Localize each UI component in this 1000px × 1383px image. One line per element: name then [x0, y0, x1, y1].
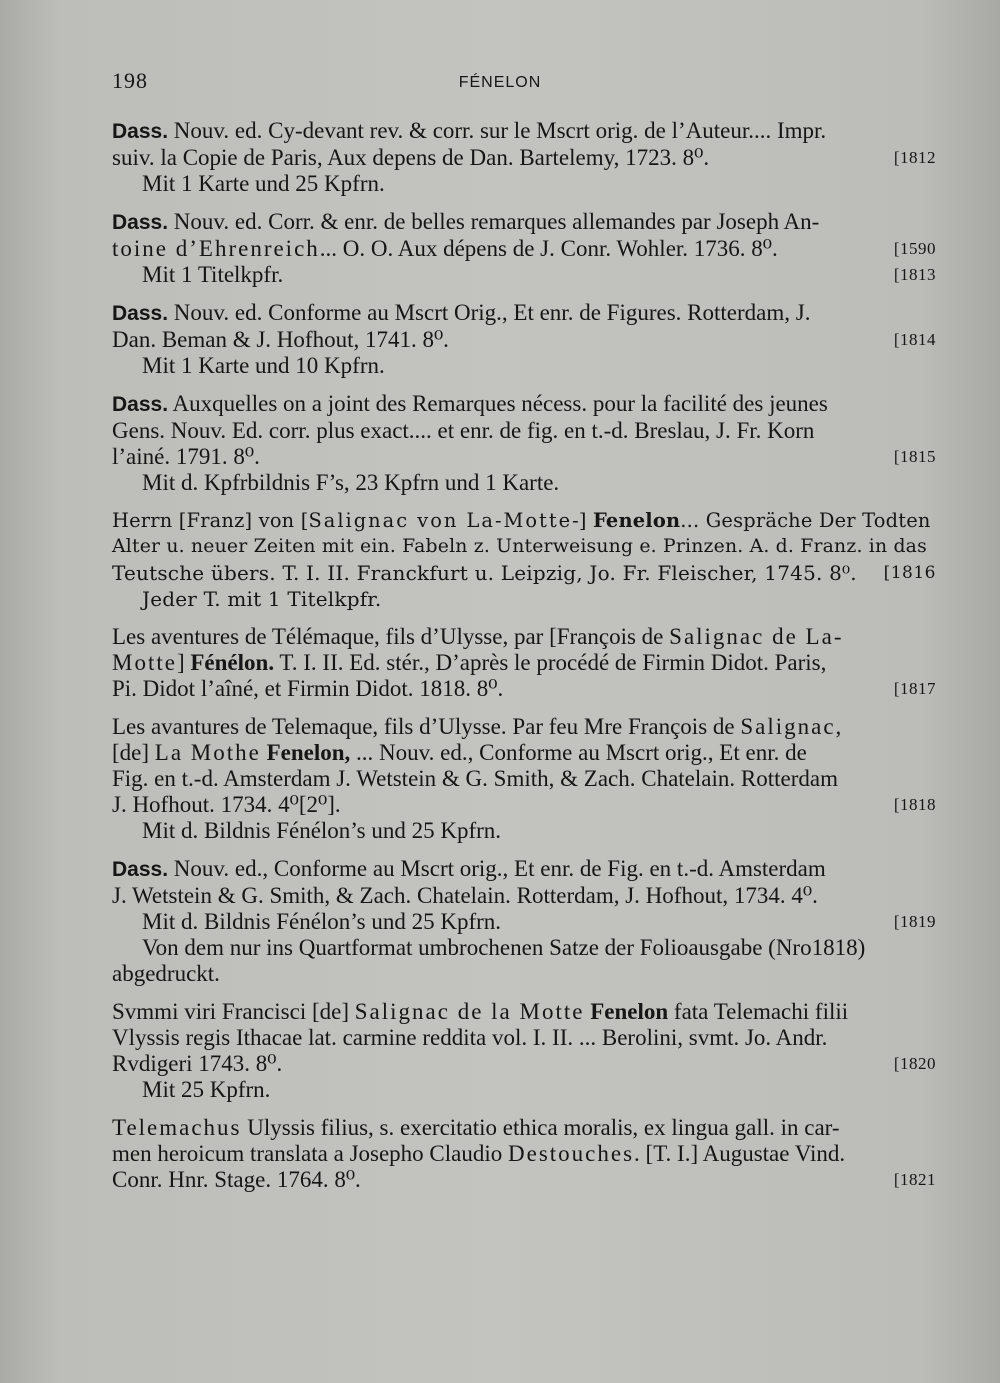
- entry-lead: Dass.: [112, 302, 169, 325]
- entry-text: Mit d. Bildnis Fénélon’s und 25 Kpfrn.: [142, 909, 502, 934]
- entry-text: Von dem nur ins Quartformat umbrochenen Satze der Folioausgabe (Nro1818): [142, 935, 866, 960]
- bibliography-entry: [112, 300, 936, 379]
- entry-author-bold: Fenelon,: [266, 740, 351, 765]
- bibliography-entry: [112, 714, 936, 844]
- entry-spaced-text: Salignac,: [740, 714, 844, 739]
- running-head: FÉNELON: [458, 74, 542, 91]
- entry-line: [112, 171, 936, 197]
- entry-text: Mit 25 Kpfrn.: [142, 1077, 271, 1102]
- entry-line: [112, 883, 936, 909]
- entry-text: Vlyssis regis Ithacae lat. carmine reddita vol. I. II. ... Berolini, svmt. Jo. Andr.: [112, 1025, 828, 1050]
- entry-text: Conr. Hnr. Stage. 1764. 8⁰.: [112, 1167, 361, 1192]
- entry-text: abgedruckt.: [112, 961, 220, 986]
- entry-spaced-text: Salignac de La-: [669, 624, 844, 649]
- entry-text: Jeder T. mit 1 Titelkpfr.: [142, 587, 382, 611]
- entry-line: [112, 327, 936, 353]
- entry-line: [112, 856, 936, 883]
- entry-line: [112, 444, 936, 470]
- entry-line: [112, 262, 936, 288]
- catalog-number: [1813: [893, 265, 936, 284]
- catalog-number: [1590: [893, 239, 936, 258]
- catalog-number: [1812: [893, 148, 936, 167]
- entry-text: -]: [572, 509, 593, 532]
- entry-text: fata Telemachi filii: [668, 999, 849, 1024]
- bibliography-entry: [112, 999, 936, 1103]
- bibliography-entry: [112, 1115, 936, 1193]
- entry-text: J. Wetstein & G. Smith, & Zach. Chatelain. Rotterdam, J. Hofhout, 1734. 4⁰.: [112, 883, 818, 908]
- entry-line: [112, 586, 936, 612]
- entry-text: Les avantures de Telemaque, fils d’Ulysse. Par feu Mre François de: [112, 714, 741, 739]
- bibliography-entry: [112, 391, 936, 496]
- entry-text: Mit 1 Titelkpfr.: [142, 262, 284, 287]
- entry-line: [112, 792, 936, 818]
- bibliography-entry: [112, 624, 936, 702]
- entry-text: Herrn [Franz] von [: [112, 509, 309, 532]
- entry-text: ... Gespräche Der Todten: [680, 509, 931, 532]
- bibliography-entry: [112, 209, 936, 288]
- entry-line: [112, 1167, 936, 1193]
- entry-line: [112, 209, 936, 236]
- entry-spaced-text: Salignac de la Motte: [354, 999, 585, 1024]
- entry-text: Svmmi viri Francisci [de]: [112, 999, 355, 1024]
- catalog-number: [1821: [893, 1170, 936, 1189]
- entry-text: Mit 1 Karte und 25 Kpfrn.: [142, 171, 385, 196]
- entry-text: Nouv. ed., Conforme au Mscrt orig., Et enr. de Fig. en t.-d. Amsterdam: [168, 856, 826, 881]
- catalog-number: [1816: [883, 563, 936, 583]
- entry-line: [112, 534, 936, 560]
- entry-line: [112, 391, 936, 418]
- entry-line: [112, 766, 936, 792]
- entry-text: ... Nouv. ed., Conforme au Mscrt orig., Et enr. de: [350, 740, 807, 765]
- entry-line: [112, 624, 936, 650]
- entry-line: [112, 1051, 936, 1077]
- entry-text: Nouv. ed. Conforme au Mscrt Orig., Et enr. de Figures. Rotterdam, J.: [168, 300, 811, 325]
- catalog-number: [1818: [893, 795, 936, 814]
- entry-text: T. I. II. Ed. stér., D’après le procédé de Firmin Didot. Paris,: [274, 650, 827, 675]
- entry-line: [112, 300, 936, 327]
- entry-line: [112, 909, 936, 935]
- entry-lead: Dass.: [112, 120, 169, 143]
- entry-line: [112, 353, 936, 379]
- entry-line: [112, 1115, 936, 1141]
- bibliography-entry: [112, 118, 936, 197]
- entry-text: Alter u. neuer Zeiten mit ein. Fabeln z. Unterweisung e. Prinzen. A. d. Franz. in das: [112, 536, 927, 557]
- entry-line: [112, 676, 936, 702]
- entry-text: Nouv. ed. Corr. & enr. de belles remarques allemandes par Joseph An-: [168, 209, 820, 234]
- page-number: 198: [112, 68, 148, 93]
- catalog-number: [1819: [893, 912, 936, 931]
- entry-line: [112, 650, 936, 676]
- entry-text: Mit 1 Karte und 10 Kpfrn.: [142, 353, 385, 378]
- entry-text: Gens. Nouv. Ed. corr. plus exact.... et enr. de fig. en t.-d. Breslau, J. Fr. Korn: [112, 418, 815, 443]
- entry-line: [112, 999, 936, 1025]
- entry-text: Fig. en t.-d. Amsterdam J. Wetstein & G. Smith, & Zach. Chatelain. Rotterdam: [112, 766, 838, 791]
- page-header: [0, 68, 1000, 98]
- entry-spaced-text: toine d’Ehrenreich: [112, 236, 320, 261]
- entry-line: [112, 418, 936, 444]
- entry-text: ]: [176, 650, 191, 675]
- entry-author-bold: Fenelon: [593, 509, 681, 532]
- entry-spaced-text: Telemachus: [112, 1115, 242, 1140]
- entry-line: [112, 236, 936, 262]
- entry-text: Teutsche übers. T. I. II. Franckfurt u. Leipzig, Jo. Fr. Fleischer, 1745. 8⁰.: [112, 561, 857, 585]
- entry-text: [de]: [112, 740, 155, 765]
- bibliography-entry: [112, 856, 936, 987]
- entry-line: [112, 118, 936, 145]
- entry-text: J. Hofhout. 1734. 4⁰[2⁰].: [112, 792, 341, 817]
- entry-text: Mit d. Kpfrbildnis F’s, 23 Kpfrn und 1 Karte.: [142, 470, 560, 495]
- entry-text: Mit d. Bildnis Fénélon’s und 25 Kpfrn.: [142, 818, 502, 843]
- bibliography-entry: [112, 508, 936, 612]
- entry-spaced-text: Motte: [112, 650, 177, 675]
- entry-lead: Dass.: [112, 393, 169, 416]
- entry-line: [112, 470, 936, 496]
- entry-spaced-text: La Mothe: [154, 740, 261, 765]
- entry-text: Dan. Beman & J. Hofhout, 1741. 8⁰.: [112, 327, 449, 352]
- entry-author-bold: Fénélon.: [190, 650, 275, 675]
- catalog-number: [1814: [893, 330, 936, 349]
- entry-text: suiv. la Copie de Paris, Aux depens de Dan. Bartelemy, 1723. 8⁰.: [112, 145, 710, 170]
- entry-line: [112, 818, 936, 844]
- entry-line: [112, 1025, 936, 1051]
- entry-line: [112, 1141, 936, 1167]
- entry-line: [112, 714, 936, 740]
- entry-line: [112, 1077, 936, 1103]
- entry-spaced-text: Salignac von La-Motte: [308, 509, 573, 532]
- entry-text: Auxquelles on a joint des Remarques nécess. pour la facilité des jeunes: [168, 391, 828, 416]
- entry-line: [112, 961, 936, 987]
- entry-lead: Dass.: [112, 858, 169, 881]
- entry-text: Rvdigeri 1743. 8⁰.: [112, 1051, 283, 1076]
- entry-line: [112, 560, 936, 586]
- entry-spaced-text: Destouches: [508, 1141, 635, 1166]
- entry-line: [112, 935, 936, 961]
- entry-text: . [T. I.] Augustae Vind.: [634, 1141, 846, 1166]
- entry-text: Ulyssis filius, s. exercitatio ethica moralis, ex lingua gall. in car-: [241, 1115, 840, 1140]
- bibliography-entries: [112, 118, 936, 1205]
- catalog-number: [1815: [893, 447, 936, 466]
- entry-line: [112, 145, 936, 171]
- entry-text: ... O. O. Aux dépens de J. Conr. Wohler. 1736. 8⁰.: [319, 236, 778, 261]
- entry-line: [112, 508, 936, 534]
- entry-lead: Dass.: [112, 211, 169, 234]
- entry-text: l’ainé. 1791. 8⁰.: [112, 444, 260, 469]
- entry-text: Pi. Didot l’aîné, et Firmin Didot. 1818. 8⁰.: [112, 676, 504, 701]
- entry-text: men heroicum translata a Josepho Claudio: [112, 1141, 509, 1166]
- entry-author-bold: Fenelon: [590, 999, 669, 1024]
- catalog-number: [1820: [893, 1054, 936, 1073]
- entry-text: Nouv. ed. Cy-devant rev. & corr. sur le Mscrt orig. de l’Auteur.... Impr.: [168, 118, 827, 143]
- entry-line: [112, 740, 936, 766]
- entry-text: Les aventures de Télémaque, fils d’Ulysse, par [François de: [112, 624, 670, 649]
- catalog-number: [1817: [893, 679, 936, 698]
